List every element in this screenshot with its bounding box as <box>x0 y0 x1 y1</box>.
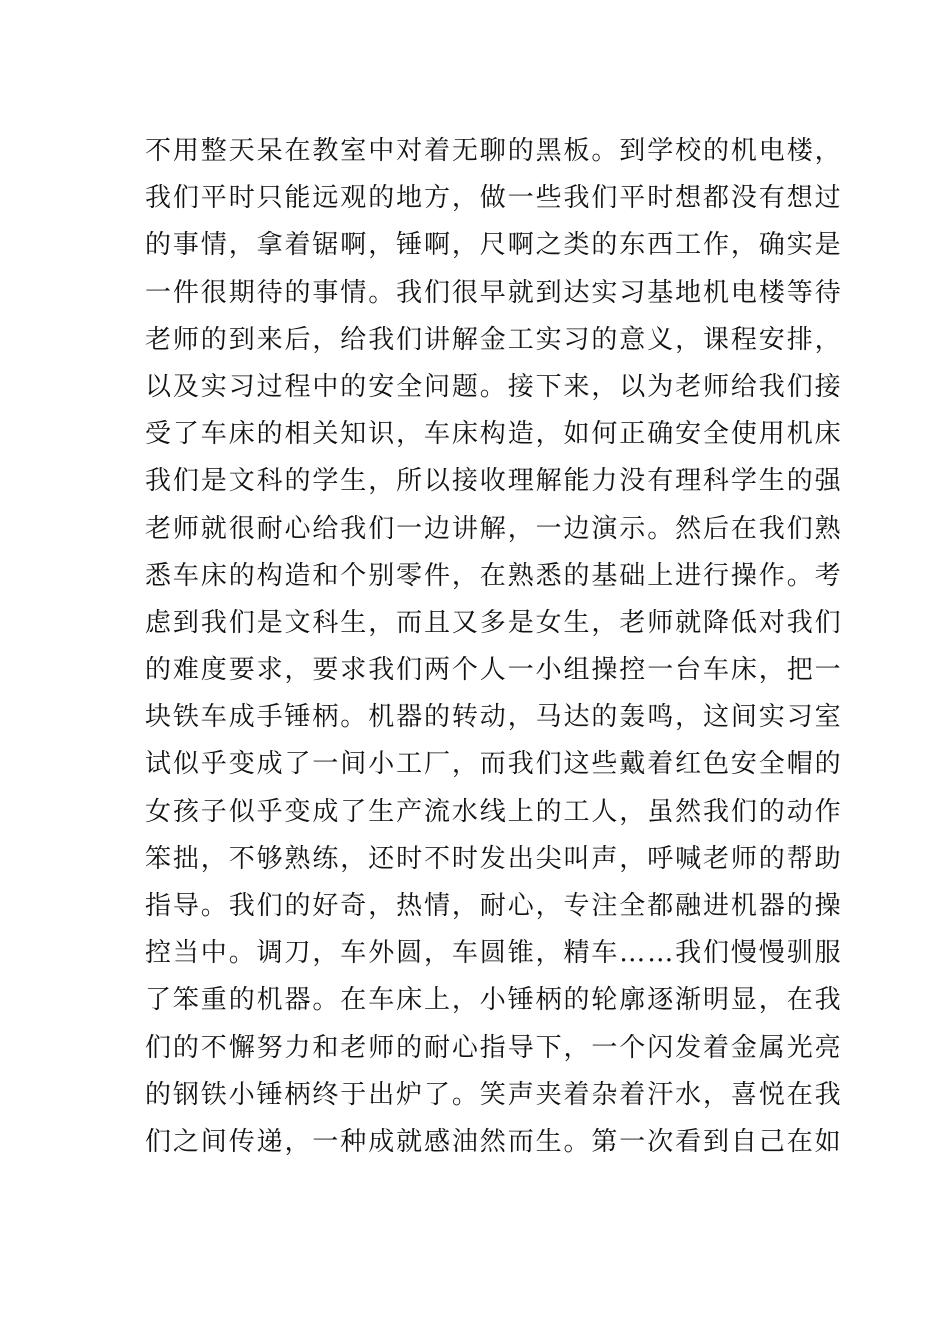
text-line: 的钢铁小锤柄终于出炉了。笑声夹着杂着汗水，喜悦在我 <box>145 1079 843 1110</box>
text-line: 笨拙，不够熟练，还时不时发出尖叫声，呼喊老师的帮助 <box>145 843 843 874</box>
body-text <box>145 128 843 1166</box>
text-line: 的难度要求，要求我们两个人一小组操控一台车床，把一 <box>145 655 843 686</box>
text-line: 老师的到来后，给我们讲解金工实习的意义，课程安排， <box>145 324 843 355</box>
text-line: 以及实习过程中的安全问题。接下来，以为老师给我们接 <box>145 371 843 402</box>
text-line: 块铁车成手锤柄。机器的转动，马达的轰鸣，这间实习室 <box>145 702 843 733</box>
text-line: 受了车床的相关知识，车床构造，如何正确安全使用机床 <box>145 419 843 450</box>
text-line: 女孩子似乎变成了生产流水线上的工人，虽然我们的动作 <box>145 796 843 827</box>
text-line: 试似乎变成了一间小工厂，而我们这些戴着红色安全帽的 <box>145 749 843 780</box>
text-line: 我们平时只能远观的地方，做一些我们平时想都没有想过 <box>145 183 843 214</box>
text-line: 老师就很耐心给我们一边讲解，一边演示。然后在我们熟 <box>145 513 843 544</box>
text-line: 的事情，拿着锯啊，锤啊，尺啊之类的东西工作，确实是 <box>145 230 843 261</box>
text-line: 一件很期待的事情。我们很早就到达实习基地机电楼等待 <box>145 277 843 308</box>
text-line: 不用整天呆在教室中对着无聊的黑板。到学校的机电楼， <box>145 136 843 166</box>
text-line: 了笨重的机器。在车床上，小锤柄的轮廓逐渐明显，在我 <box>145 985 843 1016</box>
text-line: 虑到我们是文科生，而且又多是女生，老师就降低对我们 <box>145 607 843 638</box>
text-line: 悉车床的构造和个别零件，在熟悉的基础上进行操作。考 <box>145 560 843 591</box>
text-line: 我们是文科的学生，所以接收理解能力没有理科学生的强 <box>145 466 843 497</box>
text-line: 指导。我们的好奇，热情，耐心，专注全都融进机器的操 <box>145 891 843 921</box>
text-line: 们的不懈努力和老师的耐心指导下，一个闪发着金属光亮 <box>145 1032 843 1063</box>
text-line: 控当中。调刀，车外圆，车圆锥，精车……我们慢慢驯服 <box>145 938 843 969</box>
text-line: 们之间传递，一种成就感油然而生。第一次看到自己在如 <box>145 1126 843 1157</box>
